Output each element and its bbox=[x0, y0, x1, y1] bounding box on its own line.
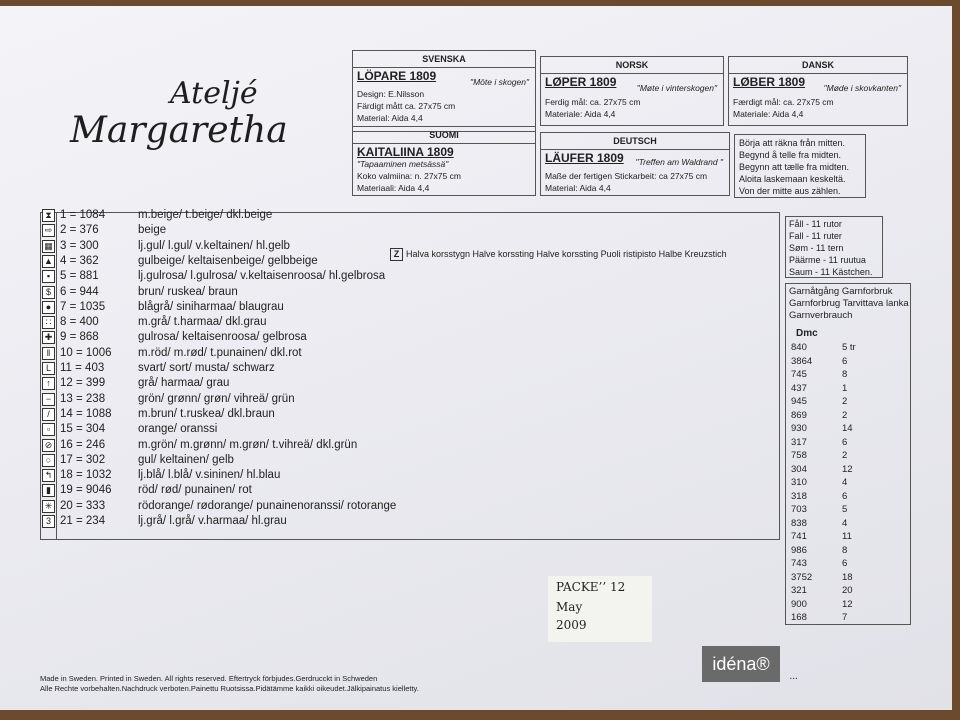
legend-row bbox=[40, 285, 740, 300]
dmc-number: 318 bbox=[791, 490, 807, 502]
legend-color-name: lj.gulrosa/ l.gulrosa/ v.keltaisenroosa/ hl.gelbrosa bbox=[138, 270, 386, 283]
dmc-number: 869 bbox=[791, 409, 807, 421]
legend-row bbox=[40, 315, 740, 330]
brand-line-2: Margaretha bbox=[70, 110, 288, 151]
legend-number: 3 = 300 bbox=[60, 239, 99, 252]
pattern-sheet bbox=[0, 6, 952, 710]
stitch-symbol-icon: ○ bbox=[42, 454, 55, 467]
box-norsk bbox=[540, 56, 724, 126]
legend-number: 5 = 881 bbox=[60, 270, 99, 283]
skein-count: 2 bbox=[842, 450, 848, 461]
note-line: Begynd å telle fra midten. bbox=[739, 150, 842, 160]
note-line: Börja att räkna från mitten. bbox=[739, 138, 846, 148]
box-dansk bbox=[728, 56, 908, 126]
legend-number: 19 = 9046 bbox=[60, 484, 112, 497]
size-line: Maße der fertigen Stickarbeit: ca 27x75 cm bbox=[545, 171, 708, 181]
stitch-symbol-icon: ✳ bbox=[42, 500, 55, 513]
legend-number: 8 = 400 bbox=[60, 316, 99, 329]
skein-count: 8 bbox=[842, 369, 848, 380]
stamp-line: 2009 bbox=[556, 618, 587, 632]
legend-number: 9 = 868 bbox=[60, 331, 99, 344]
product-subtitle: "Tapaaminen metsässä" bbox=[357, 159, 449, 169]
yarn-heading: Garnåtgång Garnforbruk bbox=[789, 286, 893, 297]
legend-color-name: lj.blå/ l.blå/ v.sininen/ hl.blau bbox=[138, 469, 281, 482]
dmc-number: 930 bbox=[791, 423, 807, 434]
dmc-number: 321 bbox=[791, 585, 807, 596]
stitch-symbol-icon: ● bbox=[42, 301, 55, 314]
legend-color-name: svart/ sort/ musta/ schwarz bbox=[138, 362, 275, 374]
legend-number: 4 = 362 bbox=[60, 254, 99, 267]
legend-color-name: grå/ harmaa/ grau bbox=[138, 377, 230, 390]
legend-row bbox=[40, 438, 740, 453]
legend-number: 18 = 1032 bbox=[60, 469, 112, 482]
legend-number: 16 = 246 bbox=[60, 438, 106, 451]
legend-row bbox=[40, 361, 740, 376]
legend-row bbox=[40, 453, 740, 468]
stitch-symbol-icon: ⊘ bbox=[42, 439, 55, 452]
product-title: KAITALIINA 1809 bbox=[357, 145, 454, 159]
skein-count: 5 bbox=[842, 504, 848, 515]
legend-color-name: lj.grå/ l.grå/ v.harmaa/ hl.grau bbox=[138, 515, 287, 527]
legend-color-name: röd/ rød/ punainen/ rot bbox=[138, 484, 252, 497]
yarn-heading: Garnforbrug Tarvittava lanka bbox=[789, 298, 909, 309]
legend-number: 20 = 333 bbox=[60, 499, 106, 512]
legend-number: 2 = 376 bbox=[60, 224, 99, 237]
footer-line: Alle Rechte vorbehalten.Nachdruck verboten.Painettu Ruotsissa.Pidätämme kaikki oikeudet.Jälkipainatus kielletty. bbox=[40, 684, 419, 693]
dmc-number: 745 bbox=[791, 369, 807, 380]
dmc-number: 838 bbox=[791, 517, 807, 529]
legend-number: 10 = 1006 bbox=[60, 346, 112, 359]
brand-line-1: Ateljé bbox=[170, 76, 258, 111]
half-stitch-note bbox=[390, 248, 727, 261]
legend-color-name: rödorange/ rødorange/ punainenoranssi/ rotorange bbox=[138, 499, 397, 512]
product-title: LÖPARE 1809 bbox=[357, 69, 437, 83]
hem-line: Päärme - 11 ruutua bbox=[789, 255, 866, 265]
start-note bbox=[734, 134, 866, 198]
design-line: Design: E.Nilsson bbox=[357, 89, 425, 99]
skein-count: 5 tr bbox=[842, 342, 856, 353]
legend-color-name: beige bbox=[138, 224, 167, 237]
legend-row bbox=[40, 330, 740, 345]
stitch-symbol-icon: / bbox=[42, 408, 55, 421]
legend-row bbox=[40, 499, 740, 514]
stitch-symbol-icon: ▦ bbox=[42, 240, 55, 253]
dmc-number: 840 bbox=[791, 342, 807, 353]
box-deutsch bbox=[540, 132, 730, 196]
product-title: LØPER 1809 bbox=[545, 75, 617, 89]
stitch-symbol-icon: − bbox=[42, 393, 55, 406]
legend-row bbox=[40, 346, 740, 361]
skein-count: 6 bbox=[842, 436, 848, 448]
stamp-line: PACKE’’ 12 bbox=[556, 580, 626, 594]
legend-row bbox=[40, 376, 740, 391]
legend-color-name: m.grön/ m.grønn/ m.grøn/ t.vihreä/ dkl.grün bbox=[138, 438, 358, 451]
note-line: Von der mitte aus zählen. bbox=[739, 186, 841, 196]
skein-count: 12 bbox=[842, 463, 853, 475]
legend-color-name: m.brun/ t.ruskea/ dkl.braun bbox=[138, 407, 275, 420]
dmc-number: 758 bbox=[791, 450, 807, 461]
hem-note bbox=[785, 216, 883, 278]
material-line: Materiaali: Aida 4,4 bbox=[357, 183, 430, 193]
legend-number: 6 = 944 bbox=[60, 285, 99, 298]
stitch-symbol-icon: ∷ bbox=[42, 316, 55, 329]
copyright-footer bbox=[40, 674, 419, 694]
skein-count: 2 bbox=[842, 409, 848, 421]
material-line: Materiale: Aida 4,4 bbox=[545, 109, 616, 119]
hem-line: Saum - 11 Kästchen. bbox=[789, 267, 873, 277]
half-stitch-text: Halva korsstygn Halve korssting Halve korssting Puoli ristipisto Halbe Kreuzstich bbox=[406, 249, 727, 259]
legend-number: 12 = 399 bbox=[60, 377, 106, 390]
stitch-symbol-icon: $ bbox=[42, 286, 55, 299]
skein-count: 8 bbox=[842, 544, 848, 556]
legend-color-name: m.grå/ t.harmaa/ dkl.grau bbox=[138, 316, 267, 329]
lang-label: DEUTSCH bbox=[613, 136, 657, 146]
lang-label: DANSK bbox=[801, 60, 834, 70]
half-stitch-symbol: Z bbox=[390, 248, 403, 261]
skein-count: 1 bbox=[842, 382, 848, 394]
skein-count: 4 bbox=[842, 517, 848, 529]
dmc-number: 703 bbox=[791, 504, 807, 515]
legend-color-name: m.röd/ m.rød/ t.punainen/ dkl.rot bbox=[138, 346, 302, 359]
legend-color-name: orange/ oranssi bbox=[138, 423, 218, 436]
stitch-symbol-icon: ▲ bbox=[42, 255, 55, 268]
legend-number: 17 = 302 bbox=[60, 453, 106, 466]
dmc-number: 743 bbox=[791, 558, 807, 569]
lang-label: NORSK bbox=[615, 60, 649, 70]
stitch-symbol-icon: ▮ bbox=[42, 484, 55, 497]
dmc-number: 168 bbox=[791, 612, 807, 623]
product-subtitle: "Treffen am Waldrand " bbox=[635, 157, 723, 167]
size-line: Færdigt mål: ca. 27x75 cm bbox=[733, 97, 834, 107]
legend-color-name: gulbeige/ keltaisenbeige/ gelbbeige bbox=[138, 254, 318, 267]
skein-count: 4 bbox=[842, 477, 848, 488]
dmc-number: 317 bbox=[791, 436, 807, 448]
legend-row bbox=[40, 223, 740, 238]
yarn-heading: Garnverbrauch bbox=[789, 310, 853, 321]
skein-count: 6 bbox=[842, 355, 848, 367]
stitch-symbol-icon: ⇨ bbox=[42, 224, 55, 237]
legend-number: 7 = 1035 bbox=[60, 300, 106, 313]
legend-row bbox=[40, 422, 740, 437]
lang-label: SUOMI bbox=[429, 130, 459, 140]
legend-number: 13 = 238 bbox=[60, 392, 106, 405]
box-svenska bbox=[352, 50, 536, 132]
dmc-number: 900 bbox=[791, 598, 807, 610]
hem-line: Fåll - 11 rutor bbox=[789, 219, 842, 229]
material-line: Materiale: Aida 4,4 bbox=[733, 109, 804, 119]
dmc-number: 310 bbox=[791, 477, 807, 488]
footer-line: Made in Sweden. Printed in Sweden. All rights reserved. Eftertryck förbjudes.Gerdrucckt in Schweden bbox=[40, 674, 378, 683]
lang-label: SVENSKA bbox=[422, 54, 466, 64]
skein-count: 2 bbox=[842, 396, 848, 407]
legend-row bbox=[40, 468, 740, 483]
legend-number: 21 = 234 bbox=[60, 515, 106, 527]
legend-color-name: grön/ grønn/ grøn/ vihreä/ grün bbox=[138, 392, 295, 405]
legend-row bbox=[40, 269, 740, 284]
stitch-symbol-icon: ▫ bbox=[42, 423, 55, 436]
brand-logo bbox=[70, 76, 300, 156]
legend-color-name: lj.gul/ l.gul/ v.keltainen/ hl.gelb bbox=[138, 239, 290, 252]
dmc-number: 304 bbox=[791, 463, 807, 475]
legend-row bbox=[40, 407, 740, 422]
box-suomi bbox=[352, 126, 536, 196]
legend-number: 15 = 304 bbox=[60, 423, 106, 436]
size-line: Ferdig mål: ca. 27x75 cm bbox=[545, 97, 641, 107]
stitch-symbol-icon: ↑ bbox=[42, 377, 55, 390]
dmc-number: 3752 bbox=[791, 571, 813, 583]
yarn-usage-table bbox=[785, 283, 911, 625]
idena-logo: idéna® bbox=[702, 646, 780, 682]
stitch-symbol-icon: ‖ bbox=[42, 347, 55, 360]
legend-color-name: brun/ ruskea/ braun bbox=[138, 285, 238, 298]
legend-color-name: gul/ keltainen/ gelb bbox=[138, 453, 234, 466]
skein-count: 6 bbox=[842, 558, 848, 569]
legend-number: 1 = 1084 bbox=[60, 209, 106, 221]
size-line: Färdigt mått ca. 27x75 cm bbox=[357, 101, 456, 111]
note-line: Begynn att tælle fra midten. bbox=[739, 162, 850, 172]
material-line: Material: Aida 4,4 bbox=[357, 113, 423, 123]
hem-line: Fall - 11 ruter bbox=[789, 231, 842, 241]
fine-print: • • • bbox=[790, 676, 798, 681]
legend-color-name: blågrå/ siniharmaa/ blaugrau bbox=[138, 300, 284, 313]
skein-count: 12 bbox=[842, 598, 853, 610]
skein-count: 7 bbox=[842, 612, 848, 623]
product-subtitle: "Möte i skogen" bbox=[470, 77, 529, 87]
product-subtitle: "Møte i vinterskogen" bbox=[636, 83, 717, 93]
size-line: Koko valmiina: n. 27x75 cm bbox=[357, 171, 461, 181]
hem-line: Søm - 11 tern bbox=[789, 243, 844, 253]
stitch-symbol-icon: ↰ bbox=[42, 469, 55, 482]
skein-count: 11 bbox=[842, 531, 852, 542]
packed-stamp bbox=[548, 576, 652, 642]
stamp-line: May bbox=[556, 600, 583, 614]
legend-number: 14 = 1088 bbox=[60, 407, 112, 420]
legend-row bbox=[40, 392, 740, 407]
stitch-symbol-icon: ⧗ bbox=[42, 209, 55, 222]
product-title: LØBER 1809 bbox=[733, 75, 806, 89]
legend-color-name: gulrosa/ keltaisenroosa/ gelbrosa bbox=[138, 331, 307, 344]
legend-row bbox=[40, 483, 740, 498]
legend-color-name: m.beige/ t.beige/ dkl.beige bbox=[138, 209, 273, 221]
stitch-symbol-icon: ▪ bbox=[42, 270, 55, 283]
material-line: Material: Aida 4,4 bbox=[545, 183, 611, 193]
product-title: LÄUFER 1809 bbox=[545, 151, 624, 165]
dmc-number: 741 bbox=[791, 531, 807, 542]
stitch-symbol-icon: 3 bbox=[42, 515, 55, 528]
stitch-symbol-icon: ✚ bbox=[42, 331, 55, 344]
note-line: Aloita laskemaan keskeltä. bbox=[739, 174, 846, 184]
dmc-number: 437 bbox=[791, 382, 807, 394]
dmc-number: 945 bbox=[791, 396, 807, 407]
legend-row bbox=[40, 208, 740, 223]
skein-count: 14 bbox=[842, 423, 853, 434]
legend-number: 11 = 403 bbox=[60, 362, 105, 374]
legend-row bbox=[40, 514, 740, 529]
stitch-symbol-icon: L bbox=[42, 362, 55, 375]
product-subtitle: "Møde i skovkanten" bbox=[823, 83, 901, 93]
dmc-label: Dmc bbox=[796, 328, 818, 339]
dmc-number: 3864 bbox=[791, 355, 813, 367]
legend-row bbox=[40, 300, 740, 315]
skein-count: 20 bbox=[842, 585, 853, 596]
dmc-number: 986 bbox=[791, 544, 807, 556]
skein-count: 6 bbox=[842, 490, 848, 502]
skein-count: 18 bbox=[842, 571, 853, 583]
